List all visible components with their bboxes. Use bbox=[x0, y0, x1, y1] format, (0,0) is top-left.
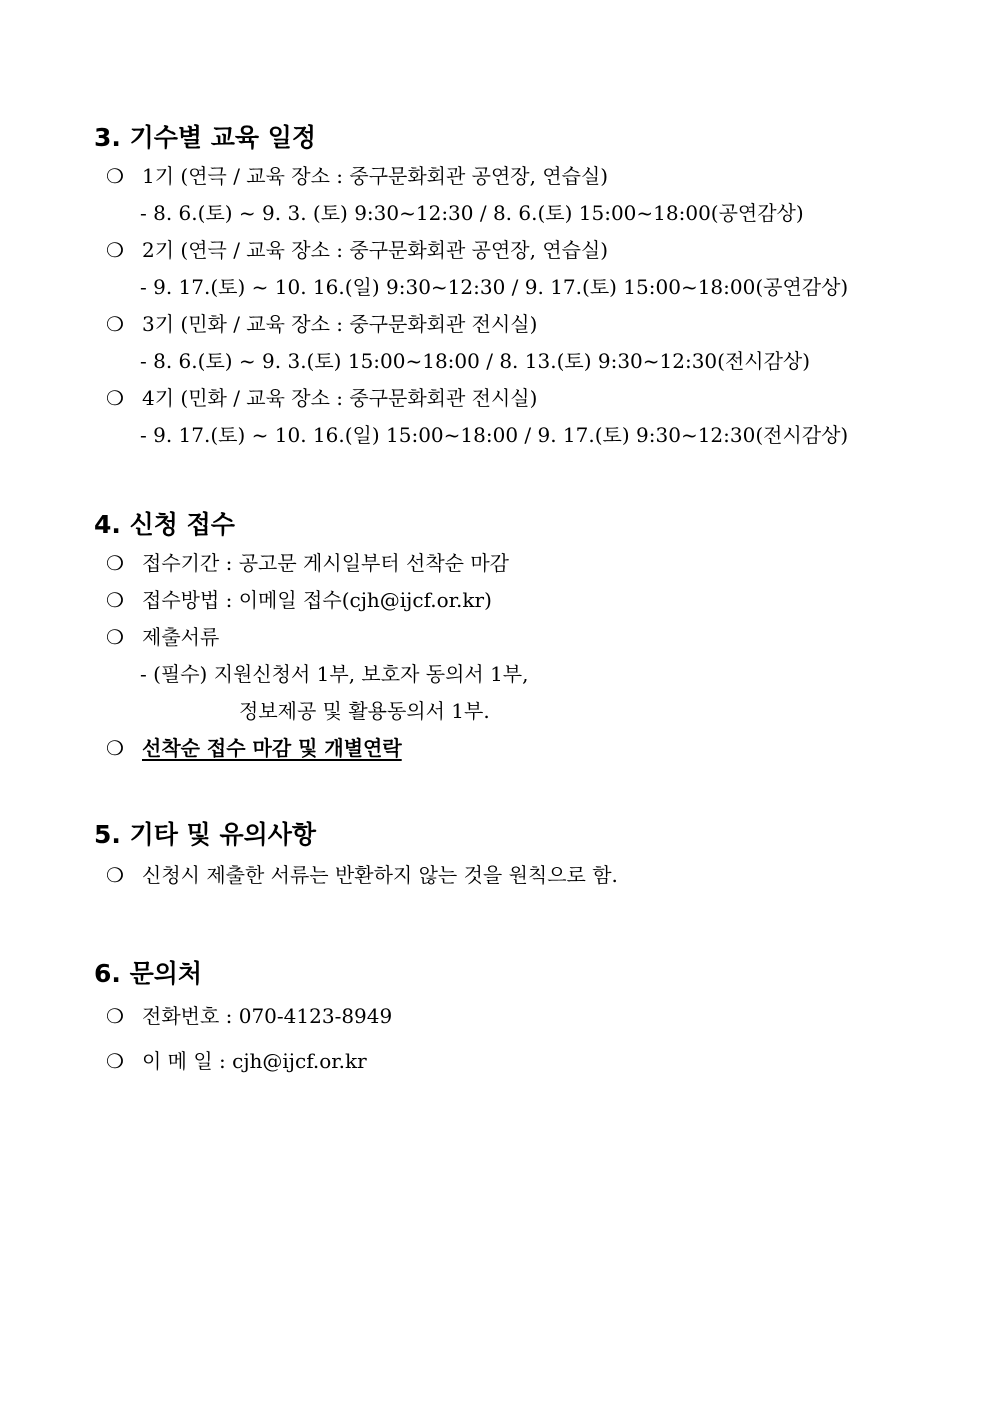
cohort-label: 4기 (민화 / 교육 장소 : 중구문화회관 전시실) bbox=[142, 386, 538, 410]
section-contact bbox=[94, 958, 934, 1084]
list-item bbox=[94, 730, 934, 767]
list-item bbox=[94, 619, 934, 656]
circle-bullet-icon: ❍ bbox=[106, 1049, 124, 1073]
circle-bullet-icon: ❍ bbox=[106, 164, 124, 188]
section-notes bbox=[94, 819, 934, 894]
circle-bullet-icon: ❍ bbox=[106, 736, 124, 760]
documents-detail: 정보제공 및 활용동의서 1부. bbox=[239, 699, 490, 723]
list-item bbox=[94, 380, 934, 417]
list-item bbox=[94, 158, 934, 195]
circle-bullet-icon: ❍ bbox=[106, 1004, 124, 1028]
circle-bullet-icon: ❍ bbox=[106, 551, 124, 575]
application-method: 접수방법 : 이메일 접수(cjh@ijcf.or.kr) bbox=[142, 588, 492, 612]
circle-bullet-icon: ❍ bbox=[106, 386, 124, 410]
circle-bullet-icon: ❍ bbox=[106, 238, 124, 262]
cohort-detail: - 9. 17.(토) ~ 10. 16.(일) 15:00~18:00 / 9. 17.(토) 9:30~12:30(전시감상) bbox=[140, 423, 849, 447]
cohort-detail: - 8. 6.(토) ~ 9. 3.(토) 15:00~18:00 / 8. 13.(토) 9:30~12:30(전시감상) bbox=[140, 349, 811, 373]
list-item bbox=[94, 857, 934, 894]
section-application bbox=[94, 509, 934, 767]
section-heading: 4. 신청 접수 bbox=[94, 510, 235, 539]
section-heading: 6. 문의처 bbox=[94, 959, 203, 988]
cohort-label: 2기 (연극 / 교육 장소 : 중구문화회관 공연장, 연습실) bbox=[142, 238, 609, 262]
required-documents: 제출서류 bbox=[142, 625, 220, 649]
section-schedule bbox=[94, 122, 934, 454]
list-item bbox=[94, 1039, 934, 1084]
list-item bbox=[94, 545, 934, 582]
cohort-detail: - 8. 6.(토) ~ 9. 3. (토) 9:30~12:30 / 8. 6.(토) 15:00~18:00(공연감상) bbox=[140, 201, 804, 225]
section-heading: 5. 기타 및 유의사항 bbox=[94, 820, 317, 849]
circle-bullet-icon: ❍ bbox=[106, 625, 124, 649]
list-item bbox=[94, 306, 934, 343]
circle-bullet-icon: ❍ bbox=[106, 588, 124, 612]
section-heading: 3. 기수별 교육 일정 bbox=[94, 123, 317, 152]
contact-email: 이 메 일 : cjh@ijcf.or.kr bbox=[142, 1049, 367, 1073]
cohort-detail: - 9. 17.(토) ~ 10. 16.(일) 9:30~12:30 / 9. 17.(토) 15:00~18:00(공연감상) bbox=[140, 275, 849, 299]
documents-detail: - (필수) 지원신청서 1부, 보호자 동의서 1부, bbox=[140, 662, 529, 686]
first-come-notice: 선착순 접수 마감 및 개별연락 bbox=[142, 736, 402, 760]
list-item bbox=[94, 994, 934, 1039]
list-item bbox=[94, 582, 934, 619]
circle-bullet-icon: ❍ bbox=[106, 312, 124, 336]
cohort-label: 1기 (연극 / 교육 장소 : 중구문화회관 공연장, 연습실) bbox=[142, 164, 609, 188]
contact-phone: 전화번호 : 070-4123-8949 bbox=[142, 1004, 393, 1028]
list-item bbox=[94, 232, 934, 269]
cohort-label: 3기 (민화 / 교육 장소 : 중구문화회관 전시실) bbox=[142, 312, 538, 336]
application-period: 접수기간 : 공고문 게시일부터 선착순 마감 bbox=[142, 551, 509, 575]
circle-bullet-icon: ❍ bbox=[106, 863, 124, 887]
notice-text: 신청시 제출한 서류는 반환하지 않는 것을 원칙으로 함. bbox=[142, 863, 618, 887]
